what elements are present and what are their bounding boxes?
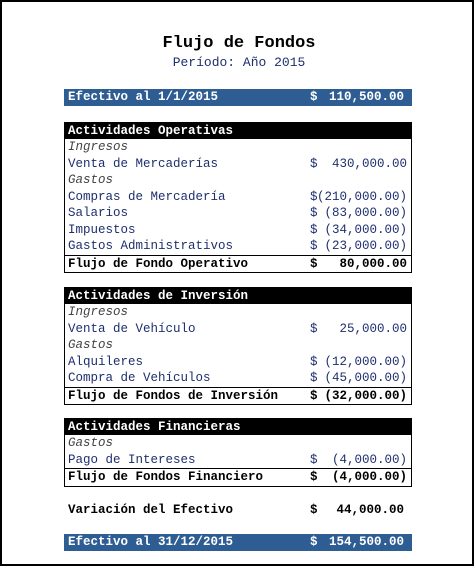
opening-balance-amount: 110,500.00 bbox=[328, 90, 404, 104]
row-label: Venta de Vehículo bbox=[68, 321, 196, 336]
currency-symbol: $ bbox=[310, 535, 318, 549]
row-label: Compra de Vehículos bbox=[68, 371, 211, 385]
row-label: Gastos Administrativos bbox=[68, 239, 234, 253]
investing-header: Actividades de Inversión bbox=[65, 288, 411, 304]
currency-symbol: $ bbox=[310, 189, 318, 204]
row-amount: (23,000.00) bbox=[324, 239, 407, 253]
closing-balance-row bbox=[64, 534, 412, 551]
expense-category bbox=[65, 172, 411, 189]
closing-balance-amount: 154,500.00 bbox=[328, 535, 404, 549]
row-amount: (83,000.00) bbox=[324, 206, 407, 220]
category-label: Gastos bbox=[68, 436, 114, 450]
row-amount: 25,000.00 bbox=[339, 321, 407, 336]
table-row bbox=[65, 321, 411, 338]
currency-symbol: $ bbox=[310, 239, 318, 253]
opening-balance-row bbox=[64, 89, 412, 106]
closing-balance-label: Efectivo al 31/12/2015 bbox=[68, 535, 234, 549]
table-row bbox=[65, 354, 411, 371]
table-row bbox=[65, 370, 411, 387]
total-amount: (4,000.00) bbox=[331, 470, 407, 484]
row-label: Salarios bbox=[68, 206, 129, 220]
row-label: Impuestos bbox=[68, 222, 136, 237]
row-label: Compras de Mercadería bbox=[68, 189, 226, 204]
category-label: Gastos bbox=[68, 338, 114, 352]
row-amount: 430,000.00 bbox=[331, 156, 407, 171]
income-category bbox=[65, 139, 411, 156]
category-label: Ingresos bbox=[68, 140, 129, 154]
currency-symbol: $ bbox=[310, 371, 318, 385]
cash-variation-row bbox=[64, 502, 412, 519]
currency-symbol: $ bbox=[310, 503, 318, 517]
total-label: Flujo de Fondos de Inversión bbox=[68, 388, 279, 403]
total-label: Flujo de Fondos Financiero bbox=[68, 470, 264, 484]
expense-category bbox=[65, 337, 411, 354]
row-amount: (210,000.00) bbox=[316, 189, 407, 204]
expense-category bbox=[65, 435, 411, 452]
cash-variation-amount: 44,000.00 bbox=[336, 503, 404, 517]
currency-symbol: $ bbox=[310, 470, 318, 484]
financing-section bbox=[64, 418, 412, 487]
category-label: Ingresos bbox=[68, 305, 129, 319]
total-label: Flujo de Fondo Operativo bbox=[68, 256, 249, 271]
operating-section bbox=[64, 122, 412, 273]
currency-symbol: $ bbox=[310, 156, 318, 171]
report-period: Período: Año 2015 bbox=[172, 55, 306, 70]
row-amount: (4,000.00) bbox=[331, 452, 407, 467]
table-row bbox=[65, 205, 411, 222]
financing-header: Actividades Financieras bbox=[65, 419, 411, 435]
currency-symbol: $ bbox=[310, 321, 318, 336]
currency-symbol: $ bbox=[310, 256, 318, 271]
total-amount: 80,000.00 bbox=[339, 256, 407, 271]
row-amount: (34,000.00) bbox=[324, 222, 407, 237]
operating-header: Actividades Operativas bbox=[65, 123, 411, 139]
investing-section bbox=[64, 287, 412, 405]
cash-variation-label: Variación del Efectivo bbox=[68, 503, 234, 517]
income-category bbox=[65, 304, 411, 321]
row-label: Venta de Mercaderías bbox=[68, 156, 219, 171]
financing-total-row bbox=[65, 468, 411, 486]
operating-total-row bbox=[65, 255, 411, 273]
report-title: Flujo de Fondos bbox=[162, 34, 316, 53]
table-row bbox=[65, 156, 411, 173]
currency-symbol: $ bbox=[310, 388, 318, 403]
opening-balance-label: Efectivo al 1/1/2015 bbox=[68, 90, 219, 104]
table-row bbox=[65, 452, 411, 469]
investing-total-row bbox=[65, 387, 411, 405]
table-row bbox=[65, 189, 411, 206]
row-label: Pago de Intereses bbox=[68, 452, 196, 467]
currency-symbol: $ bbox=[310, 452, 318, 467]
table-row bbox=[65, 238, 411, 255]
table-row bbox=[65, 222, 411, 239]
row-amount: (12,000.00) bbox=[324, 354, 407, 369]
currency-symbol: $ bbox=[310, 90, 318, 104]
currency-symbol: $ bbox=[310, 206, 318, 220]
currency-symbol: $ bbox=[310, 222, 318, 237]
row-label: Alquileres bbox=[68, 354, 144, 369]
total-amount: (32,000.00) bbox=[324, 388, 407, 403]
category-label: Gastos bbox=[68, 173, 114, 187]
currency-symbol: $ bbox=[310, 354, 318, 369]
row-amount: (45,000.00) bbox=[324, 371, 407, 385]
